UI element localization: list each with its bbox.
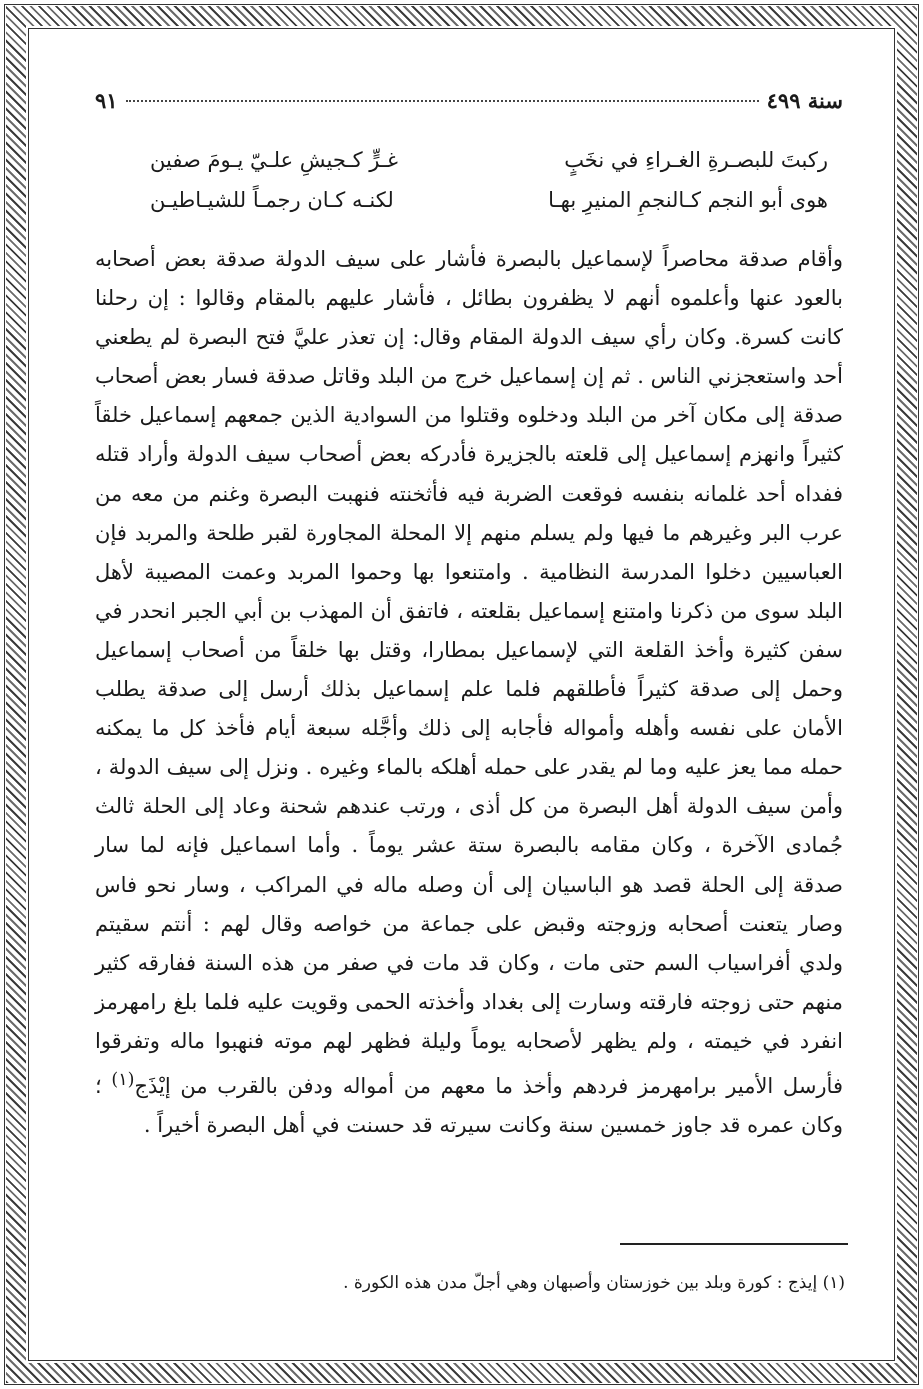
running-header [95,88,843,118]
footnote: (١) إيذج : كورة وبلد بين خوزستان وأصبهان وهي أجلّ مدن هذه الكورة . [343,1273,845,1293]
poem-verses [150,140,828,220]
year-label: سنة ٤٩٩ [766,88,843,113]
verse-line [150,180,828,220]
footnote-separator [620,1243,848,1245]
footnote-marker: (١) [111,1069,135,1090]
verse-hemistich-2: غـرٍّ كـجيشِ علـيّ يـومَ صفين [150,148,399,172]
header-dotted-leader [126,100,759,102]
verse-hemistich-1: هوى أبو النجم كـالنجمِ المنيرِ بهـا [548,188,828,212]
body-paragraph [95,240,843,1145]
verse-hemistich-2: لكنـه كـان رجمـاً للشيـاطيـن [150,188,394,212]
page-number: ٩١ [95,88,118,113]
verse-hemistich-1: ركبتَ للبصـرةِ الغـراءِ في نخَبٍ [564,148,828,172]
paragraph-text: وأقام صدقة محاصراً لإسماعيل بالبصرة فأشار على سيف الدولة صدقة بعض أصحابه بالعود عنها وأعلموه أنهم لا يظفرون بطائل ، فأشار عليهم بالمقام وقالوا : إن رحلنا كانت كسرة. وكان رأي سيف الدولة المقام وقال: إن تعذر عليَّ فتح البصرة لم يطعني أحد واستعجزني الناس . ثم إن إسماعيل خرج من البلد وقاتل صدقة فسار بعض أصحاب صدقة إلى مكان آخر من البلد ودخلوه وقتلوا من السوادية الذين جمعهم إسماعيل خلقاً كثيراً وانهزم إسماعيل إلى قلعته بالجزيرة فأدركه بعض أصحاب سيف الدولة وأراد قتله ففداه أحد غلمانه بنفسه فوقعت الضربة فيه فأثخنته فنهبت البصرة وغنم من معه من عرب البر وغيرهم ما فيها ولم يسلم منهم إلا المحلة المجاورة لقبر طلحة والمربد فإن العباسيين دخلوا المدرسة النظامية . وامتنعوا بها وحموا المربد وعمت المصيبة لأهل البلد سوى من ذكرنا وامتنع إسماعيل بقلعته ، فاتفق أن المهذب بن أبي الجبر انحدر في سفن كثيرة وأخذ القلعة التي لإسماعيل بمطارا، وقتل بها خلقاً من أصحاب إسماعيل وحمل إلى صدقة كثيراً فأطلقهم فلما علم إسماعيل بذلك أرسل إلى صدقة يطلب الأمان على نفسه وأهله وأمواله فأجابه إلى ذلك وأجَّله سبعة أيام فأخذ كل ما يمكنه حمله مما يعز عليه وما لم يقدر على حمله أهلكه بالماء وغيره . ونزل إلى سيف الدولة ، وأمن سيف الدولة أهل البصرة من كل أذى ، ورتب عندهم شحنة وعاد إلى الحلة ثالث جُمادى الآخرة ، وكان مقامه بالبصرة ستة عشر يوماً . وأما اسماعيل فإنه لما سار صدقة إلى الحلة قصد هو الباسيان إلى أن وصله ماله في المراكب ، وسار نحو فاس وصار يتعنت أصحابه وزوجته وقبض على جماعة من خواصه وقال لهم : أنتم سقيتم ولدي أفراسياب السم حتى مات ، وكان قد مات في صفر من هذه السنة ففارقه كثير منهم حتى زوجته فارقته وسارت إلى بغداد وأخذته الحمى وقويت عليه فلما بلغ رامهرمز انفرد في خيمته ، ولم يظهر لأصحابه يوماً وليلة فظهر لهم موته فنهبوا ماله وتفرقوا فأرسل الأمير برامهرمز فردهم وأخذ ما معهم من أمواله ودفن بالقرب من إيْذَج [95,247,843,1098]
paragraph-ending: ؛ وكان عمره قد جاوز خمسين سنة وكانت سيرته قد حسنت في أهل البصرة أخيراً . [95,1073,843,1138]
verse-line [150,140,828,180]
